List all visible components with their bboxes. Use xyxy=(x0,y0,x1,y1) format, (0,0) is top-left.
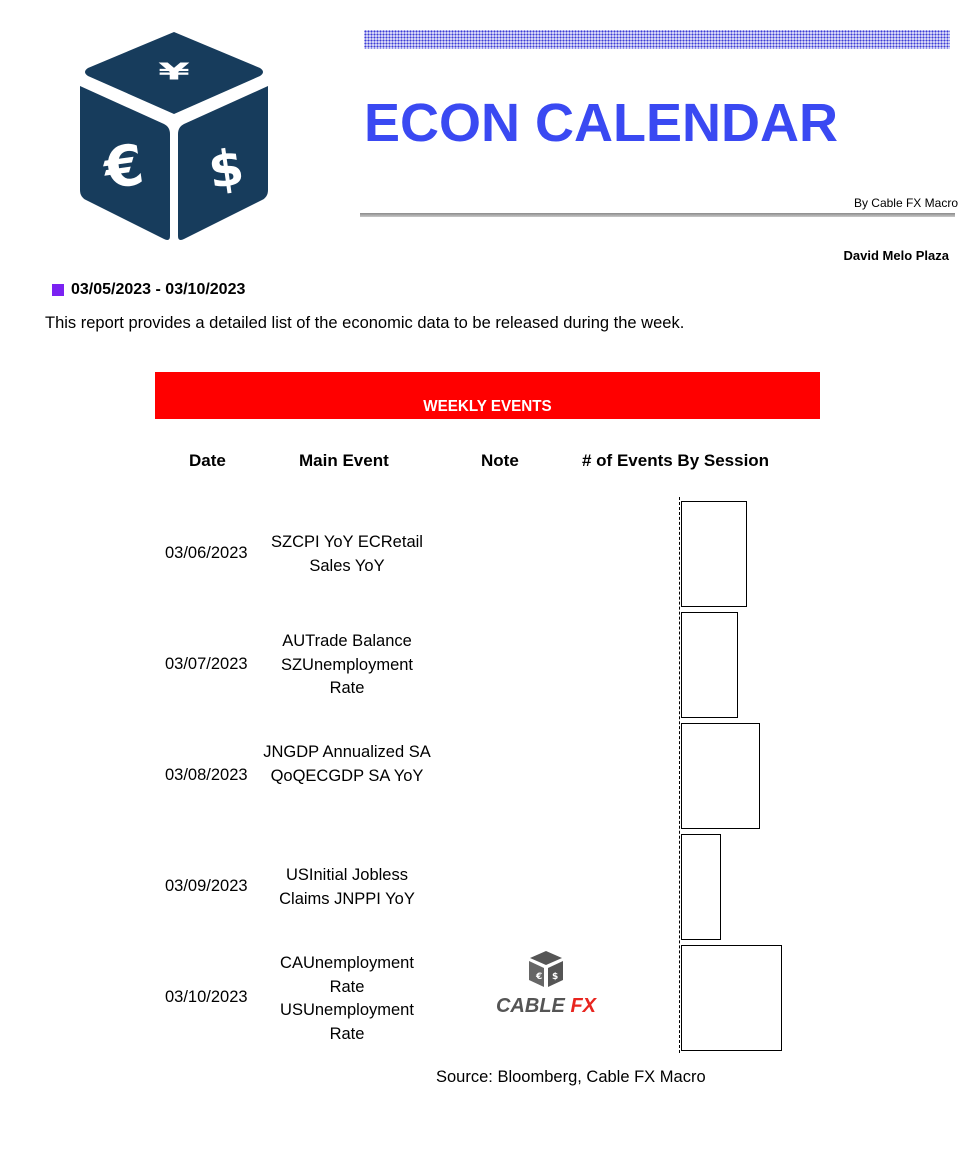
column-header-note: Note xyxy=(481,451,519,470)
date-range-text: 03/05/2023 - 03/10/2023 xyxy=(71,281,246,298)
row-date: 03/07/2023 xyxy=(165,655,248,673)
session-bar xyxy=(681,945,782,1051)
byline: By Cable FX Macro xyxy=(853,196,958,210)
author-name: David Melo Plaza xyxy=(843,248,949,263)
yen-symbol: ¥ xyxy=(158,59,190,86)
session-bar-axis xyxy=(679,497,680,1053)
dollar-symbol: $ xyxy=(204,137,248,201)
row-event: JNGDP Annualized SA QoQECGDP SA YoY xyxy=(263,743,431,785)
session-bar xyxy=(681,501,747,607)
row-date: 03/09/2023 xyxy=(165,877,248,895)
svg-text:€: € xyxy=(536,972,543,982)
svg-text:$: $ xyxy=(552,972,559,982)
cable-fx-cube-icon xyxy=(529,951,563,987)
page-title: ECON CALENDAR xyxy=(364,93,839,153)
header-divider xyxy=(360,213,955,217)
session-bar xyxy=(681,723,760,829)
cable-fx-logo-text: CABLE FX xyxy=(495,995,597,1017)
row-date: 03/08/2023 xyxy=(165,766,248,784)
column-header-main-event: Main Event xyxy=(299,451,389,470)
date-range xyxy=(52,281,245,299)
intro-text: This report provides a detailed list of the economic data to be released during the week. xyxy=(45,314,685,332)
euro-symbol: € xyxy=(100,132,148,203)
row-event: CAUnemployment Rate USUnemployment Rate xyxy=(280,954,414,1043)
weekly-events-banner xyxy=(155,372,820,419)
row-date: 03/06/2023 xyxy=(165,544,248,562)
row-event: AUTrade Balance SZUnemployment Rate xyxy=(280,632,414,697)
header-dot-band xyxy=(364,30,950,49)
source-note: Source: Bloomberg, Cable FX Macro xyxy=(436,1068,706,1086)
column-header-events-by-session: # of Events By Session xyxy=(582,451,770,470)
column-header-date: Date xyxy=(189,451,226,470)
session-bar xyxy=(681,612,738,718)
currency-cube-icon xyxy=(74,28,274,244)
banner-title: WEEKLY EVENTS xyxy=(423,398,552,415)
session-bar xyxy=(681,834,721,940)
row-event: USInitial Jobless Claims JNPPI YoY xyxy=(279,866,415,908)
bullet-square-icon xyxy=(52,284,64,296)
row-date: 03/10/2023 xyxy=(165,988,248,1006)
cable-fx-logo xyxy=(486,949,606,1019)
row-event: SZCPI YoY ECRetail Sales YoY xyxy=(271,533,423,575)
